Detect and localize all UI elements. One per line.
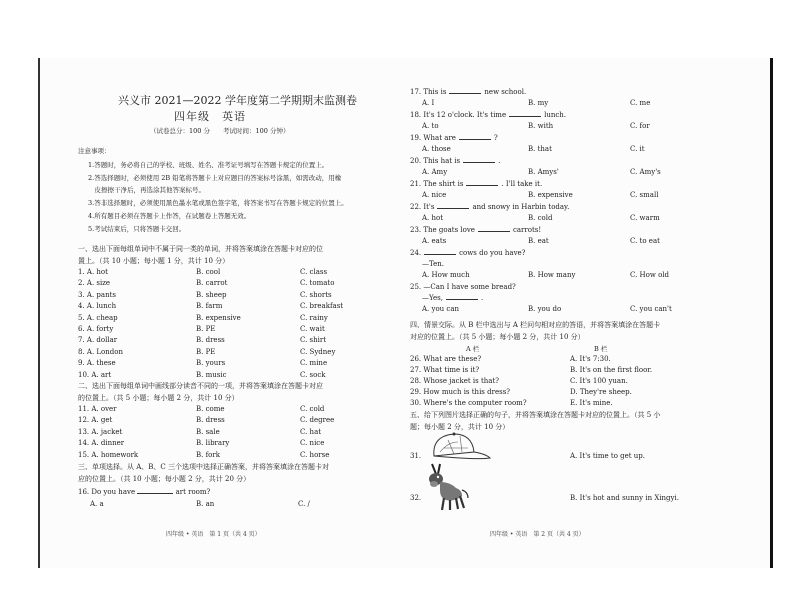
option-c: C. to eat	[630, 237, 660, 245]
option-c: C. for	[630, 122, 650, 130]
matching-row	[410, 399, 710, 410]
column-b-label: B 栏	[594, 345, 608, 353]
option-a: A. you can	[422, 305, 460, 313]
notice-line: 1.答题时，务必将自己的学校、班级、姓名、准考证号填写在答题卡规定的位置上。	[88, 161, 329, 169]
cap-picture	[428, 428, 492, 462]
question-row	[78, 336, 338, 347]
part1-intro: 置上。（共 10 小题；每小题 1 分，共计 10 分）	[78, 257, 230, 265]
option-c: C. hat	[300, 427, 322, 436]
option-b: B. dress	[196, 416, 225, 425]
option-b: B. with	[528, 122, 554, 130]
options-row	[422, 145, 682, 156]
option-a: A. I	[422, 99, 435, 107]
option-b: B. music	[196, 370, 227, 379]
option-a: 4. A. lunch	[78, 302, 117, 311]
part4-intro: 对应的位置上。（共 5 小题；每小题 2 分，共计 10 分）	[410, 333, 585, 341]
question-a: 30. Where's the computer room?	[410, 399, 527, 407]
exam-meta: （试卷总分：100 分 考试时间：100 分钟）	[150, 127, 290, 135]
answer-b: D. They're sheep.	[570, 388, 632, 396]
matching-row	[410, 388, 710, 399]
option-c: C. me	[630, 99, 651, 107]
matching-row	[410, 355, 710, 366]
option-c: C. warm	[630, 214, 660, 222]
option-b: B. an	[196, 500, 215, 508]
notice-line: 2.答选择题时，必须使用 2B 铅笔将答题卡上对应题目的答案标号涂黑，如需改动，用橡	[88, 174, 342, 182]
option-c: C. it	[630, 145, 645, 153]
part5-intro: 题；每小题 2 分，共计 10 分）	[410, 423, 510, 431]
option-c: C. small	[630, 191, 659, 199]
option-a: A. hot	[422, 214, 444, 222]
option-a: 11. A. over	[78, 405, 117, 413]
answer-b: E. It's mine.	[570, 399, 613, 407]
option-a: A. eats	[422, 237, 447, 245]
options-row	[422, 271, 682, 282]
options-row	[422, 305, 682, 316]
question-row	[78, 428, 338, 439]
option-a: A. to	[422, 122, 439, 130]
option-c: C. horse	[300, 450, 330, 459]
option-b: B. my	[528, 99, 549, 107]
part2-intro: 的位置上。（共 5 小题；每小题 2 分，共计 10 分）	[78, 394, 239, 402]
question-row	[78, 268, 338, 279]
notice-line: 3.答非选择题时，必须使用黑色墨水笔或黑色签字笔，将答案书写在答题卡规定的位置上。	[88, 199, 348, 207]
footer-right: 四年级 • 英语 第 2 页（共 4 页）	[490, 531, 585, 538]
question-a: 29. How much is this dress?	[410, 388, 511, 396]
picture-32-number: 32.	[410, 494, 422, 502]
option-a: 10. A. art	[78, 370, 112, 379]
option-c: C. rainy	[300, 313, 328, 322]
option-a: 7. A. dollar	[78, 336, 118, 345]
option-b: B. expensive	[528, 191, 573, 199]
picture-31-number: 31.	[410, 452, 422, 460]
question-a: 26. What are these?	[410, 355, 482, 363]
option-b: B. sale	[196, 427, 220, 436]
option-c: C. class	[300, 268, 328, 276]
option-a: 14. A. dinner	[78, 439, 125, 448]
question-16: 16. Do you have art room?	[78, 488, 211, 496]
column-a-label: A 栏	[466, 345, 480, 353]
option-b: B. PE	[196, 325, 216, 333]
option-b: B. sheep	[196, 290, 227, 299]
footer-left: 四年级 • 英语 第 1 页（共 4 页）	[166, 531, 261, 538]
question-row	[78, 359, 338, 370]
option-a: A. nice	[422, 191, 447, 199]
matching-row	[410, 377, 710, 388]
exam-title: 兴义市 2021—2022 学年度第二学期期末监测卷	[118, 94, 357, 107]
option-c: C. nice	[300, 439, 325, 448]
option-c: C. shirt	[300, 336, 327, 345]
question-19: 19. What are ?	[410, 134, 498, 142]
option-a: 13. A. jacket	[78, 427, 123, 436]
question-21: 21. The shirt is . I'll take it.	[410, 180, 543, 188]
option-b: B. that	[528, 145, 552, 153]
option-c: C. cold	[300, 405, 325, 413]
option-a: 6. A. forty	[78, 325, 114, 333]
picture-sentence-a: A. It's time to get up.	[570, 452, 646, 460]
question-row	[78, 348, 338, 359]
part4-intro: 四、情景交际。从 B 栏中选出与 A 栏问句相对应的答语，并将答案填涂在答题卡	[410, 321, 661, 329]
option-c: C. degree	[300, 416, 335, 425]
matching-row	[410, 366, 710, 377]
option-a: A. How much	[422, 271, 470, 279]
answer-b: B. It's on the first floor.	[570, 366, 653, 374]
options-row	[422, 168, 682, 179]
option-b: B. dress	[196, 336, 225, 345]
option-c: C. mine	[300, 359, 328, 368]
option-b: B. carrot	[196, 279, 228, 288]
picture-sentence-b: B. It's hot and sunny in Xingyi.	[570, 494, 679, 502]
part3-intro: 三、单项选择。从 A、B、C 三个选项中选择正确答案，并将答案填涂在答题卡对	[78, 463, 330, 471]
option-c: C. shorts	[300, 290, 332, 299]
option-c: C. Amy's	[630, 168, 661, 176]
answer-b: A. It's 7:30.	[570, 355, 611, 363]
options-row	[422, 237, 682, 248]
option-a: 12. A. get	[78, 416, 113, 425]
option-b: B. cold	[528, 214, 553, 222]
option-c: C. Sydney	[300, 347, 336, 356]
options-row	[422, 99, 682, 110]
question-18: 18. It's 12 o'clock. It's time lunch.	[410, 111, 567, 119]
options-row	[422, 122, 682, 133]
option-a: A. a	[90, 500, 104, 508]
option-b: B. fork	[196, 450, 220, 459]
notice-line: 皮擦擦干净后，再选涂其他答案标号。	[88, 186, 205, 194]
question-row	[78, 279, 338, 290]
question-row	[78, 416, 338, 427]
question-24: 24. cows do you have?	[410, 249, 526, 257]
question-a: 28. Whose jacket is that?	[410, 377, 500, 385]
option-c: C. /	[298, 500, 310, 508]
question-row	[78, 439, 338, 450]
option-b: B. farm	[196, 302, 223, 311]
question-22: 22. It's and snowy in Harbin today.	[410, 203, 570, 211]
question-23: 23. The goats love carrots!	[410, 226, 542, 234]
option-a: A. those	[422, 145, 451, 153]
question-row	[78, 451, 338, 462]
option-b: B. library	[196, 439, 230, 448]
question-row	[78, 325, 338, 336]
answer-line: —Yes, .	[422, 294, 484, 302]
option-b: B. you do	[528, 305, 562, 313]
option-b: B. come	[196, 405, 225, 413]
part2-intro: 二、选出下面每组单词中画线部分读音不同的一项，并将答案填涂在答题卡对应	[78, 382, 323, 390]
options-16	[90, 500, 330, 511]
option-c: C. you can't	[630, 305, 672, 313]
answer-b: C. It's 100 yuan.	[570, 377, 628, 385]
question-20: 20. This hat is .	[410, 157, 501, 165]
option-c: C. How old	[630, 271, 670, 279]
option-b: B. PE	[196, 347, 216, 356]
option-b: B. eat	[528, 237, 549, 245]
part1-intro: 一、选出下面每组单词中不属于同一类的单词，并将答案填涂在答题卡对应的位	[78, 245, 323, 253]
option-a: 1. A. hot	[78, 268, 108, 276]
options-row	[422, 191, 682, 202]
question-row	[78, 291, 338, 302]
question-17: 17. This is new school.	[410, 88, 527, 96]
notice-line: 5.考试结束后，只将答题卡交回。	[88, 225, 186, 233]
option-c: C. sock	[300, 370, 326, 379]
option-b: B. yours	[196, 359, 226, 368]
notice-line: 4.所有题目必须在答题卡上作答，在试题卷上答题无效。	[88, 212, 251, 220]
option-c: C. wait	[300, 325, 325, 333]
donkey-picture	[424, 462, 470, 512]
question-row	[78, 314, 338, 325]
part5-intro: 五、给下列图片选择正确的句子，并将答案填涂在答题卡对应的位置上。（共 5 小	[410, 411, 661, 419]
option-b: B. cool	[196, 268, 221, 276]
question-25: 25. —Can I have some bread?	[410, 283, 516, 291]
option-a: 8. A. London	[78, 347, 123, 356]
question-row	[78, 405, 338, 416]
question-row	[78, 371, 338, 382]
question-a: 27. What time is it?	[410, 366, 480, 374]
option-b: B. How many	[528, 271, 576, 279]
question-row	[78, 302, 344, 313]
part3-intro: 应的位置上。（共 10 小题；每小题 2 分，共计 20 分）	[78, 475, 251, 483]
answer-line: —Ten.	[422, 260, 445, 268]
option-c: C. tomato	[300, 279, 335, 288]
option-b: B. Amys'	[528, 168, 559, 176]
option-a: 3. A. pants	[78, 290, 116, 299]
option-a: 5. A. cheap	[78, 313, 118, 322]
option-b: B. expensive	[196, 313, 241, 322]
option-a: 2. A. size	[78, 279, 111, 288]
exam-subtitle: 四年级 英语	[174, 110, 246, 123]
notice-heading: 注意事项：	[78, 147, 111, 155]
option-a: 15. A. homework	[78, 450, 139, 459]
option-a: 9. A. these	[78, 359, 116, 368]
option-a: A. Amy	[422, 168, 448, 176]
option-c: C. breakfast	[300, 302, 344, 311]
options-row	[422, 214, 682, 225]
